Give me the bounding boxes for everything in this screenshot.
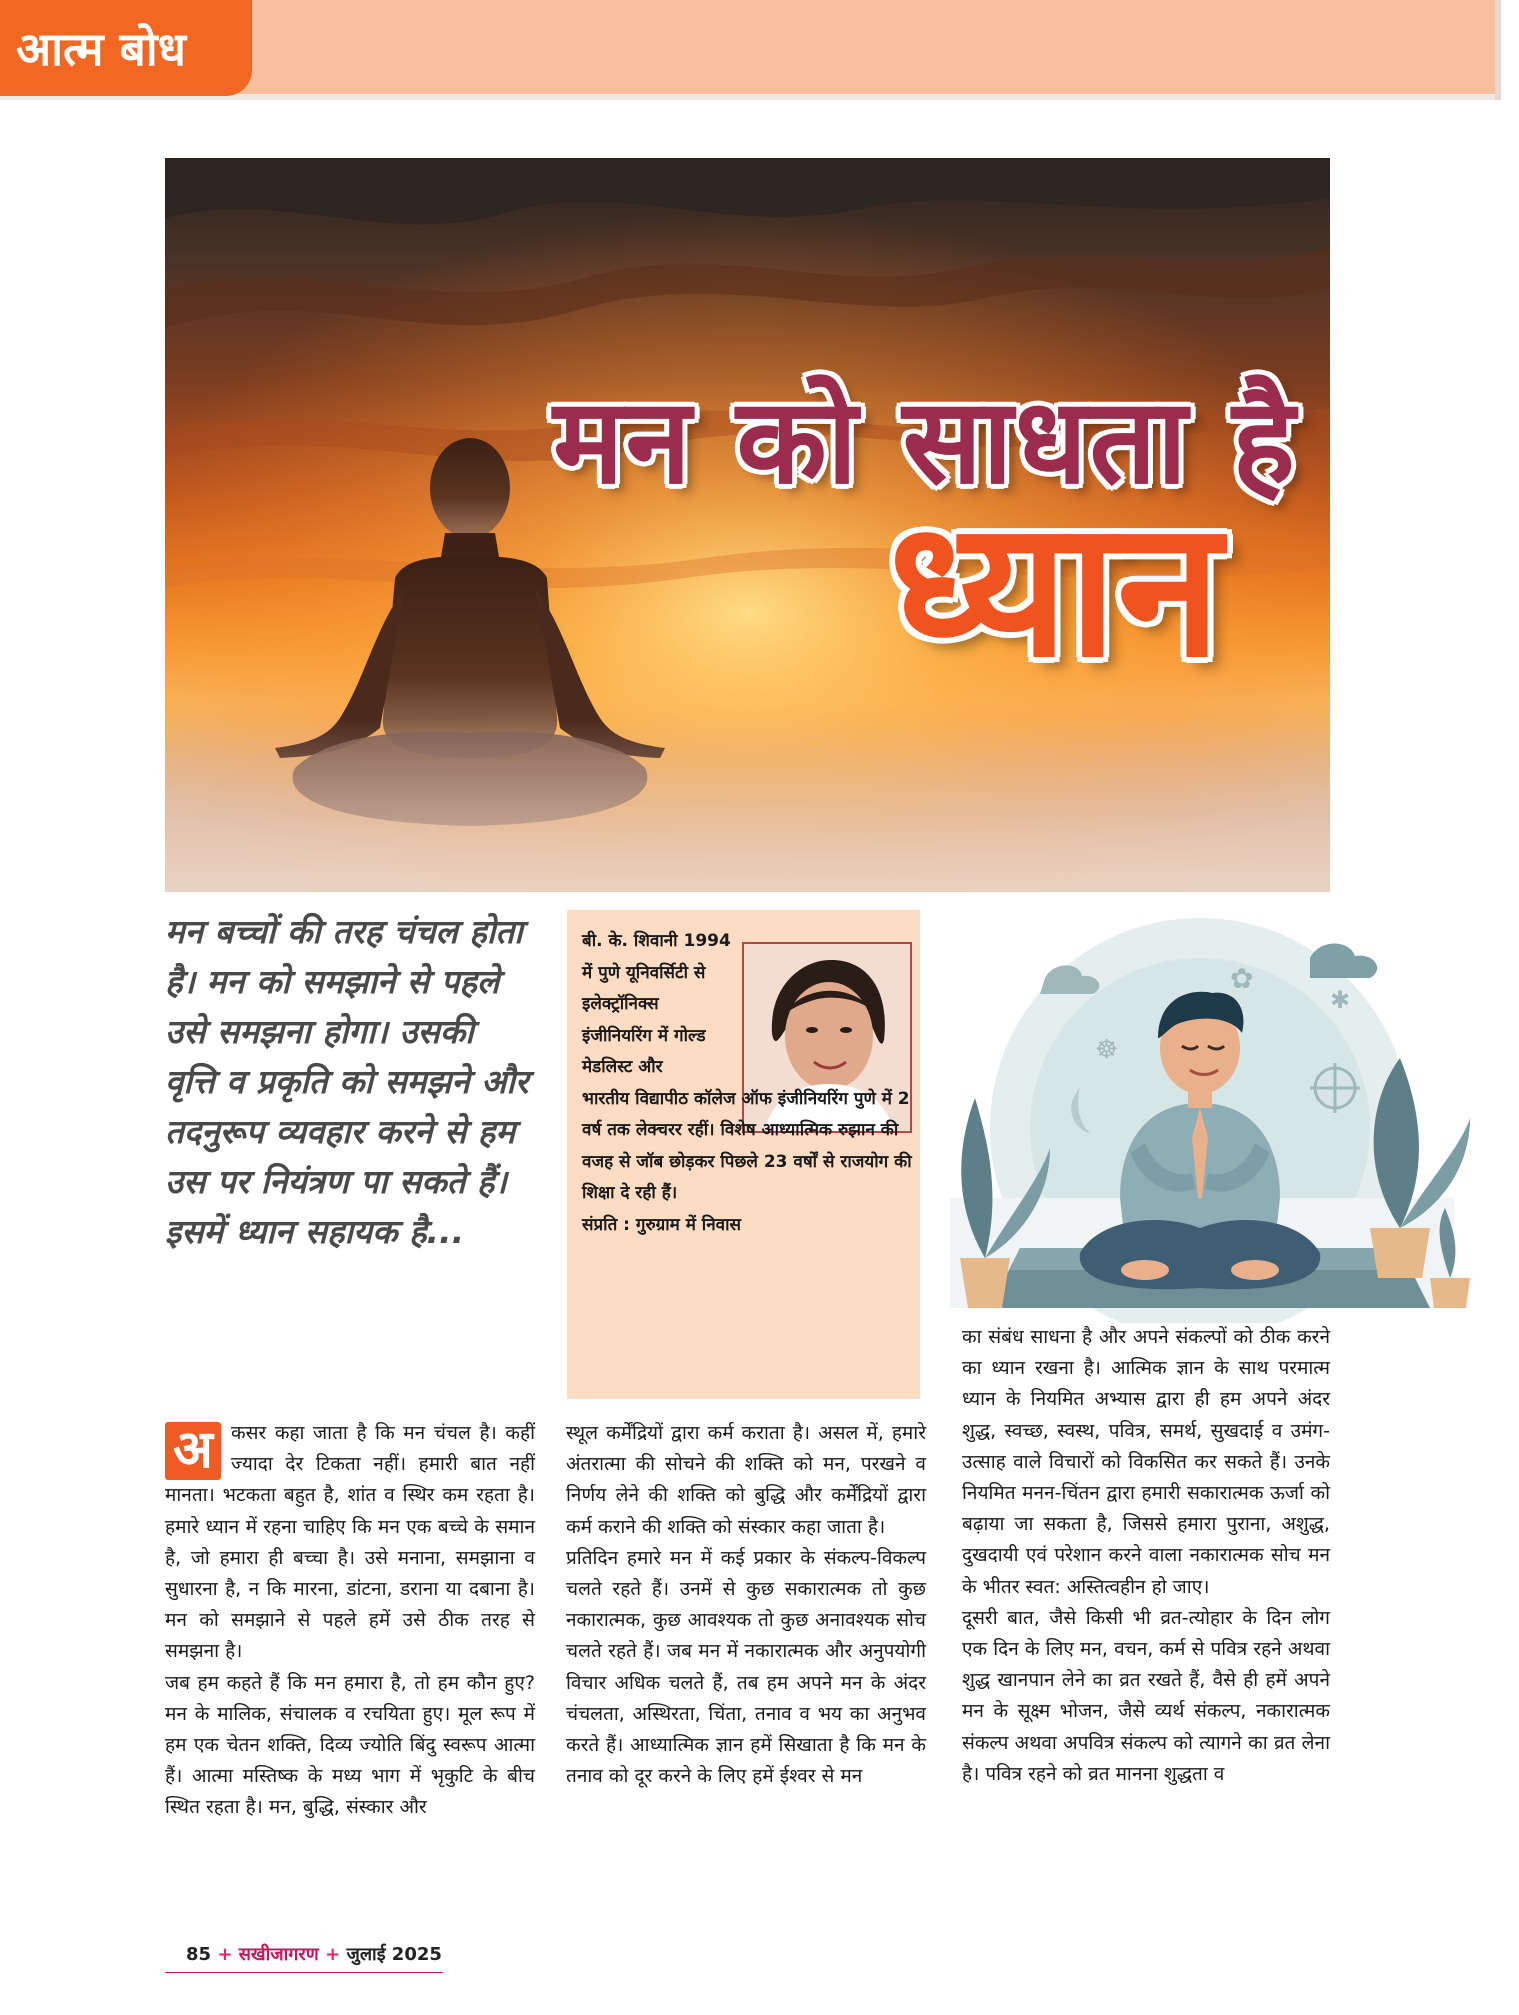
author-bio-text	[582, 926, 912, 1241]
author-bio-rest: भारतीय विद्यापीठ कॉलेज ऑफ इंजीनियरिंग पुणे में 2 वर्ष तक लेक्चरर रहीं। विशेष आध्यात्मिक रुझान की वजह से जॉब छोड़कर पिछले 23 वर्षों से राजयोग की शिक्षा दे रही हैं।	[582, 1088, 912, 1203]
page-number: 85	[186, 1944, 212, 1965]
col1-paragraph-1: कसर कहा जाता है कि मन चंचल है। कहीं ज्यादा देर टिकता नहीं। हमारी बात नहीं मानता। भटकता बहुत है, शांत व स्थिर कम रहता है। हमारे ध्यान में रहना चाहिए कि मन एक बच्चे के समान है, जो हमारा ही बच्चा है। उसे मनाना, समझाना व सुधारना है, न कि मारना, डांटना, डराना या दबाना है। मन को समझाने से पहले हमें उसे ठीक तरह से समझना है।	[165, 1422, 535, 1663]
page-footer	[186, 1942, 442, 1966]
yoga-illustration	[930, 898, 1474, 1323]
author-current: संप्रति : गुरुग्राम में निवास	[582, 1214, 741, 1235]
intro-standfirst: मन बच्चों की तरह चंचल होता है। मन को समझाने से पहले उसे समझना होगा। उसकी वृत्ति व प्रकृति को समझने और तदनुरूप व्यवहार करने से हम उस पर नियंत्रण पा सकते हैं। इसमें ध्यान सहायक है...	[165, 912, 529, 1251]
issue-date: जुलाई 2025	[346, 1944, 442, 1965]
body-column-2	[566, 1418, 926, 1792]
col3-paragraph-1: का संबंध साधना है और अपने संकल्पों को ठीक करने का ध्यान रखना है। आत्मिक ज्ञान के साथ परमात्म ध्यान के नियमित अभ्यास द्वारा ही हम अपने अंदर शुद्ध, स्वच्छ, स्वस्थ, पवित्र, समर्थ, सुखदाई व उमंग-उत्साह वाले विचारों को विकसित कर सकते हैं। उनके नियमित मनन-चिंतन द्वारा हमारी सकारात्मक ऊर्जा को बढ़ाया जा सकता है, जिससे हमारा पुराना, अशुद्ध, दुखदायी एवं परेशान करने वाला नकारात्मक सोच मन के भीतर स्वत: अस्तित्वहीन हो जाए।	[962, 1326, 1330, 1598]
body-column-1	[165, 1418, 535, 1824]
author-bio-top: बी. के. शिवानी 1994 में पुणे यूनिवर्सिटी से इलेक्ट्रॉनिक्स इंजीनियरिंग में गोल्ड मेडलिस्ट और	[582, 931, 731, 1077]
col2-paragraph-1: स्थूल कर्मेंद्रियों द्वारा कर्म कराता है। असल में, हमारे अंतरात्मा की सोचने की शक्ति को मन, परखने व निर्णय लेने की शक्ति को बुद्धि और कर्मेंद्रियों द्वारा कर्म कराने की शक्ति को संस्कार कहा जाता है।	[566, 1422, 926, 1538]
header-edge	[1495, 0, 1501, 100]
author-bio-box	[567, 910, 920, 1399]
drop-cap: अ	[165, 1422, 221, 1480]
magazine-name: सखीजागरण	[238, 1944, 319, 1965]
separator-icon: +	[325, 1944, 341, 1965]
col1-paragraph-2: जब हम कहते हैं कि मन हमारा है, तो हम कौन हुए? मन के मालिक, संचालक व रचयिता हुए। मूल रूप में हम एक चेतन शक्ति, दिव्य ज्योति बिंदु स्वरूप आत्मा हैं। आत्मा मस्तिष्क के मध्य भाग में भृकुटि के बीच स्थित रहता है। मन, बुद्धि, संस्कार और	[165, 1671, 535, 1819]
hero-image	[165, 158, 1330, 892]
col3-paragraph-2: दूसरी बात, जैसे किसी भी व्रत-त्योहार के दिन लोग एक दिन के लिए मन, वचन, कर्म से पवित्र रहने अथवा शुद्ध खानपान लेने का व्रत रखते हैं, वैसे ही हमें अपने मन के सूक्ष्म भोजन, जैसे व्यर्थ संकल्प, नकारात्मक संकल्प अथवा अपवित्र संकल्प को त्यागने का व्रत लेना है। पवित्र रहने को व्रत मानना शुद्धता व	[962, 1606, 1330, 1785]
headline-line1: मन को साधता है	[553, 372, 1297, 510]
col2-paragraph-2: प्रतिदिन हमारे मन में कई प्रकार के संकल्प-विकल्प चलते रहते हैं। उनमें से कुछ सकारात्मक तो कुछ नकारात्मक, कुछ आवश्यक तो कुछ अनावश्यक सोच चलते रहते हैं। जब मन में नकारात्मक और अनुपयोगी विचार अधिक चलते हैं, तब हम अपने मन के अंदर चंचलता, अस्थिरता, चिंता, तनाव व भय का अनुभव करते हैं। आध्यात्मिक ज्ञान हमें सिखाता है कि मन के तनाव को दूर करने के लिए हमें ईश्वर से मन	[566, 1546, 926, 1788]
section-label: आत्म बोध	[0, 0, 252, 96]
star-icon: ✱	[1330, 986, 1351, 1014]
separator-icon: +	[217, 1944, 233, 1965]
headline-line2: ध्यान	[888, 480, 1222, 699]
meditation-man-icon	[930, 898, 1474, 1323]
body-column-3	[962, 1322, 1330, 1790]
footer-rule	[165, 1972, 443, 1973]
sparkle-icon: ✿	[1230, 962, 1254, 995]
paragraph	[165, 1418, 535, 1668]
om-icon: ☸	[1095, 1035, 1119, 1065]
